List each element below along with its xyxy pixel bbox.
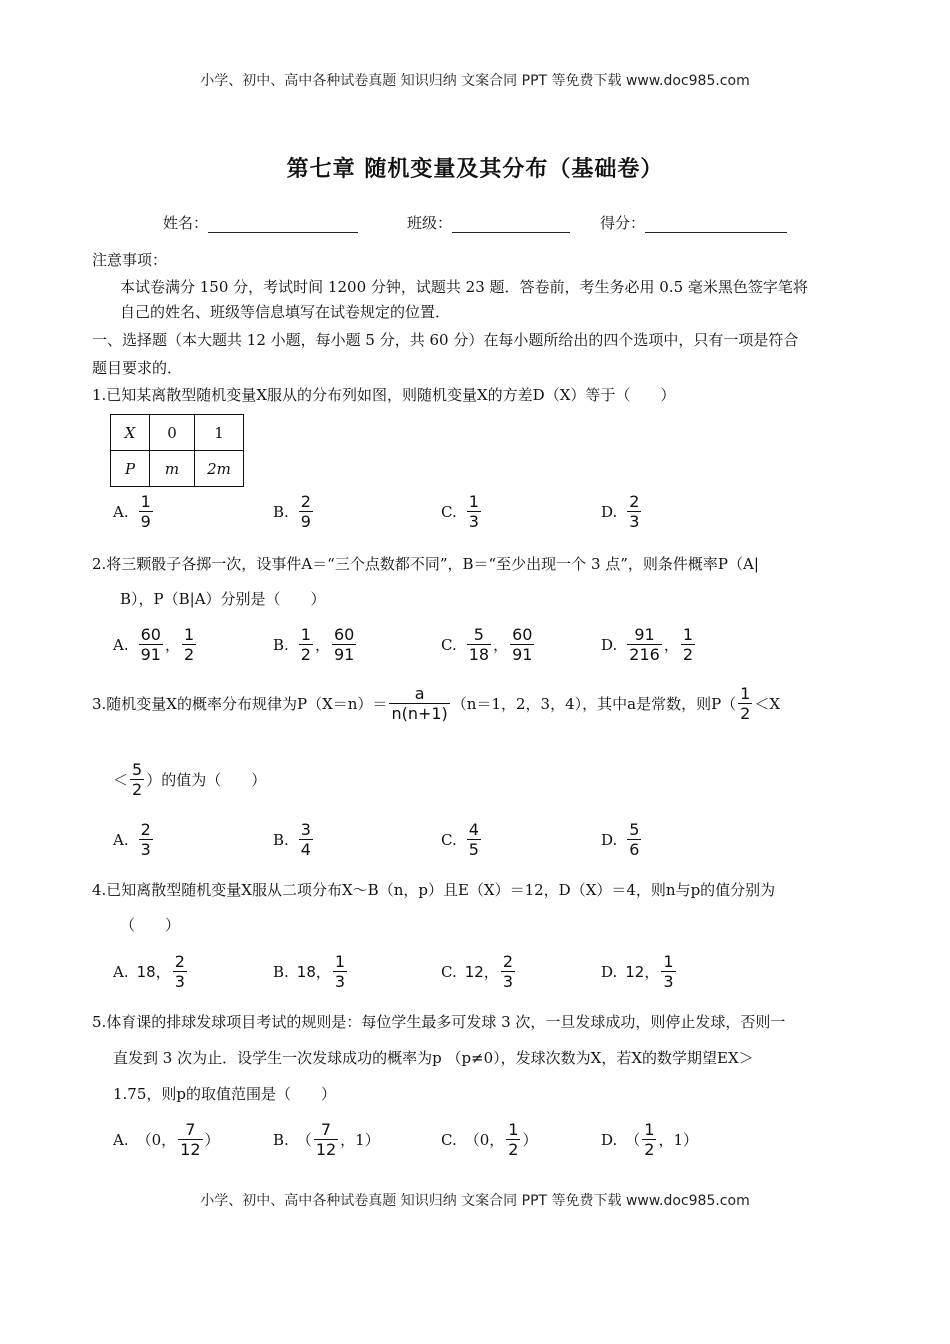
q4-option-b[interactable]: B. 18， $\frac{1}{3}$ <box>273 952 346 991</box>
q5-stem-line-2: 直发到 3 次为止．设学生一次发球成功的概率为p （p≠0），发球次数为X，若X的数学期望EX＞ <box>113 1049 754 1067</box>
table-cell: P <box>111 451 150 487</box>
q4-option-c[interactable]: C. 12， $\frac{2}{3}$ <box>441 952 513 991</box>
table-cell: X <box>111 415 150 451</box>
name-blank <box>208 218 358 233</box>
table-cell: m <box>150 451 195 487</box>
class-label: 班级： <box>407 214 453 232</box>
fraction: $\frac{1}{3}$ <box>468 492 479 531</box>
q4-stem-line-2: （ ） <box>120 916 181 934</box>
q1-stem: 1.已知某离散型随机变量X服从的分布列如图，则随机变量X的方差D（X）等于（ ） <box>92 386 676 404</box>
q5-option-a[interactable]: A. （0， $\frac{7}{12}$ ） <box>113 1120 220 1159</box>
q3-option-d[interactable]: D. $\frac{5}{6}$ <box>601 820 640 859</box>
q4-option-d[interactable]: D. 12， $\frac{1}{3}$ <box>601 952 674 991</box>
section-heading-line-1: 一、选择题（本大题共 12 小题，每小题 5 分，共 60 分）在每小题所给出的四个选项中，只有一项是符合 <box>92 331 799 349</box>
class-blank <box>452 218 570 233</box>
name-field <box>163 212 358 233</box>
q5-stem-line-3: 1.75，则p的取值范围是（ ） <box>113 1085 337 1103</box>
page-footer: 小学、初中、高中各种试卷真题 知识归纳 文案合同 PPT 等免费下载 www.doc985.com <box>200 1193 750 1209</box>
q4-stem-line-1: 4.已知离散型随机变量X服从二项分布X～B（n，p）且E（X）＝12，D（X）＝4，则n与p的值分别为 <box>92 881 776 899</box>
q5-option-c[interactable]: C. （0， $\frac{1}{2}$ ） <box>441 1120 538 1159</box>
q5-option-d[interactable]: D. （ $\frac{1}{2}$ ，1） <box>601 1120 699 1159</box>
q3-option-b[interactable]: B. $\frac{3}{4}$ <box>273 820 311 859</box>
score-label: 得分： <box>600 214 646 232</box>
q3-stem-line-1: 3.随机变量X的概率分布规律为P（X＝n）＝ $\frac{a}{n(n+1)}$ （n＝1，2，3，4），其中a是常数，则P（ $\frac{1}{2}$ ＜X <box>92 684 781 723</box>
table-cell: 0 <box>150 415 195 451</box>
q1-option-b[interactable]: B. $\frac{2}{9}$ <box>273 492 311 531</box>
notice-line-2: 自己的姓名、班级等信息填写在试卷规定的位置． <box>120 303 451 321</box>
notice-heading: 注意事项： <box>92 251 168 269</box>
q2-stem-line-1: 2.将三颗骰子各掷一次，设事件A＝“三个点数都不同”，B＝“至少出现一个 3 点”，则条件概率P（A| <box>92 555 759 573</box>
fraction: $\frac{2}{3}$ <box>629 492 640 531</box>
q3-option-a[interactable]: A. $\frac{2}{3}$ <box>113 820 151 859</box>
q2-option-a[interactable]: A. $\frac{60}{91}$ ， $\frac{1}{2}$ <box>113 625 195 664</box>
q2-option-c[interactable]: C. $\frac{5}{18}$ ， $\frac{60}{91}$ <box>441 625 533 664</box>
notice-line-1: 本试卷满分 150 分，考试时间 1200 分钟，试题共 23 题．答卷前，考生务必用 0.5 毫米黑色签字笔将 <box>120 278 808 296</box>
fraction: $\frac{1}{9}$ <box>140 492 151 531</box>
page-header: 小学、初中、高中各种试卷真题 知识归纳 文案合同 PPT 等免费下载 www.doc985.com <box>200 73 750 89</box>
q5-option-b[interactable]: B. （ $\frac{7}{12}$ ，1） <box>273 1120 380 1159</box>
table-cell: 1 <box>195 415 244 451</box>
class-field <box>407 212 570 233</box>
section-heading-line-2: 题目要求的． <box>92 359 183 377</box>
table-cell: 2m <box>195 451 244 487</box>
q3-stem-line-2: ＜ $\frac{5}{2}$ ）的值为（ ） <box>113 760 267 799</box>
q2-option-b[interactable]: B. $\frac{1}{2}$ ， $\frac{60}{91}$ <box>273 625 355 664</box>
q1-option-a[interactable]: A. $\frac{1}{9}$ <box>113 492 151 531</box>
score-blank <box>645 218 787 233</box>
q4-option-a[interactable]: A. 18， $\frac{2}{3}$ <box>113 952 185 991</box>
q5-stem-line-1: 5.体育课的排球发球项目考试的规则是：每位学生最多可发球 3 次，一旦发球成功，则停止发球，否则一 <box>92 1013 786 1031</box>
q2-stem-line-2: B），P（B|A）分别是（ ） <box>120 590 326 608</box>
name-label: 姓名： <box>163 214 209 232</box>
page-title: 第七章 随机变量及其分布（基础卷） <box>286 157 664 182</box>
q1-option-c[interactable]: C. $\frac{1}{3}$ <box>441 492 479 531</box>
q1-distribution-table <box>110 414 244 487</box>
q1-option-d[interactable]: D. $\frac{2}{3}$ <box>601 492 640 531</box>
q3-option-c[interactable]: C. $\frac{4}{5}$ <box>441 820 479 859</box>
q2-option-d[interactable]: D. $\frac{91}{216}$ ， $\frac{1}{2}$ <box>601 625 694 664</box>
fraction: $\frac{2}{9}$ <box>300 492 311 531</box>
score-field <box>600 212 787 233</box>
